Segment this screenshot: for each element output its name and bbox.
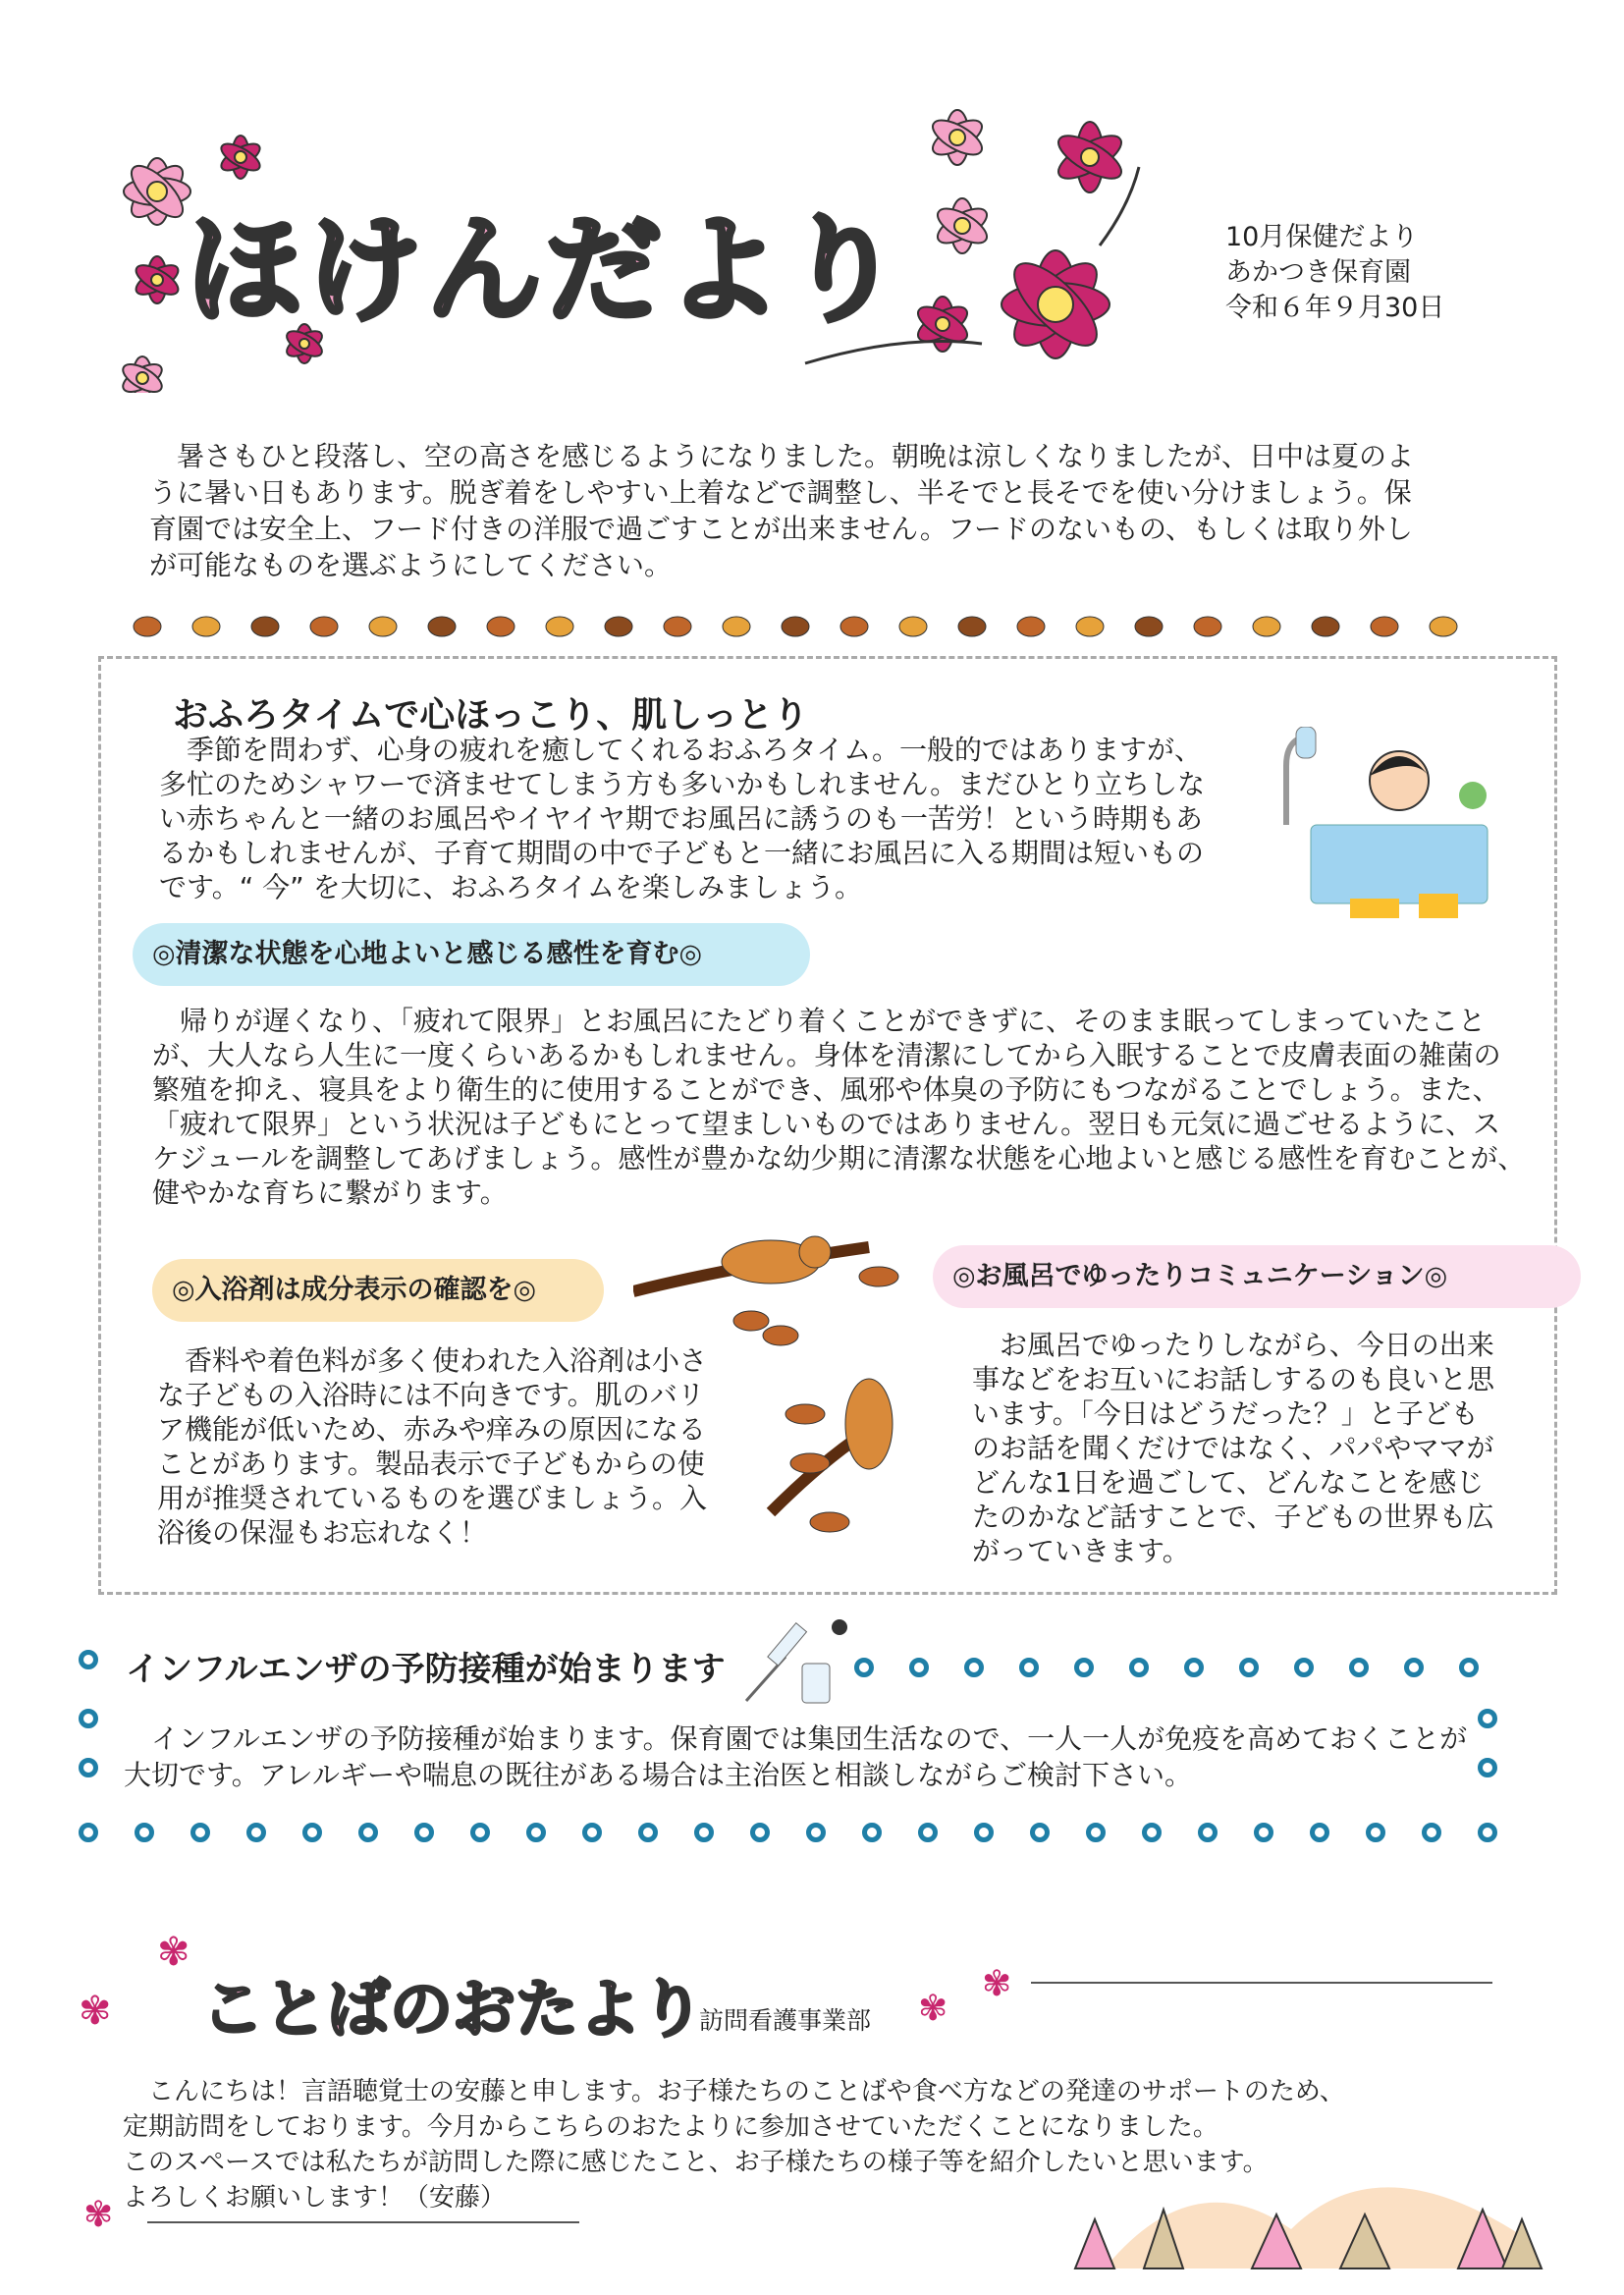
autumn-leaf-icon [251,617,279,636]
autumn-leaf-icon [1312,617,1339,636]
border-dot [1198,1823,1218,1842]
autumn-leaf-icon [664,617,691,636]
border-dot [806,1823,826,1842]
autumn-leaf-icon [546,617,573,636]
border-dot [1478,1758,1497,1777]
border-dot [1478,1709,1497,1728]
kotoba-body: こんにちは！言語聴覚士の安藤と申します。お子様たちのことばや食べ方などの発達のサポートのため、定期訪問をしております。今月からこちらのおたよりに参加させていただくことになりました。 このスペースでは私たちが訪問した際に感じたこと、お子様たちの様子等を紹介したいと思います。 よろしくお願いします！（安藤） [123,2077,1345,2213]
bath-child-illustration [1267,727,1502,933]
flu-body: インフルエンザの予防接種が始まります。保育園では集団生活なので、一人一人が免疫を高めておくことが大切です。アレルギーや喘息の既往がある場合は主治医と相談しながらご検討下さい。 [124,1722,1468,1791]
bath-communication-body: お風呂でゆったりしながら、今日の出来事などをお互いにお話しするのも良いと思います。「今日はどうだった？」と子どものお話を聞くだけではなく、パパやママがどんな1日を過ごして、どんなことを感じたのかなど話すことで、子どもの世界も広がっていきます。 [972,1329,1495,1567]
issue-info [1225,220,1444,326]
dot-border-top [79,1650,118,1689]
border-dot [1129,1658,1149,1677]
border-dot [909,1658,929,1677]
clean-senses-body: 帰りが遅くなり、「疲れて限界」とお風呂にたどり着くことができずに、そのまま眠ってしまっていたことが、大人なら人生に一度くらいあるかもしれません。身体を清潔にしてから入眠することで皮膚表面の雑菌の繁殖を抑え、寝具をより衛生的に使用することができ、風邪や体臭の予防にもつながることでしょう。また、「疲れて限界」という状況は子どもにとって望ましいものではありません。翌日も元気に過ごせるように、スケジュールを調整してあげましょう。感性が豊かな幼少期に清潔な状態を心地よいと感じる感性を育むことが、健やかな育ちに繋がります。 [152,1005,1526,1209]
autumn-leaf-icon [605,617,632,636]
border-dot [79,1823,98,1842]
autumn-leaf-icon [1017,617,1045,636]
syringe-icon [741,1603,859,1711]
border-dot [1349,1658,1369,1677]
border-dot [246,1823,266,1842]
border-dot [1142,1823,1162,1842]
kotoba-title: ことばのおたより [201,1974,704,2047]
autumn-leaf-icon [723,617,750,636]
dot-border [854,1658,1502,1687]
bath-body: 季節を問わず、心身の疲れを癒してくれるおふろタイム。一般的ではありますが、多忙のためシャワーで済ませてしまう方も多いかもしれません。まだひとり立ちしない赤ちゃんと一緒のお風呂やイヤイヤ期でお風呂に誘うのも一苦労！という時期もあるかもしれませんが、子育て期間の中で子どもと一緒にお風呂に入る期間は短いものです。“ 今” を大切に、おふろタイムを楽しみましょう。 [159,734,1206,903]
border-dot [190,1823,210,1842]
border-dot [79,1709,98,1728]
border-dot [1184,1658,1204,1677]
border-dot [1086,1823,1106,1842]
border-dot [1019,1658,1039,1677]
autumn-leaf-icon [1253,617,1280,636]
bath-heading: おふろタイムで心ほっこり、肌しっとり [173,695,809,736]
autumn-leaf-icon [1430,617,1457,636]
border-dot [79,1758,98,1777]
border-dot [964,1658,984,1677]
clean-senses-tag: ◎清潔な状態を心地よいと感じる感性を育む◎ [133,923,810,986]
border-dot [862,1823,882,1842]
kotoba-subtitle: 訪問看護事業部 [699,2006,872,2035]
autumn-leaf-icon [782,617,809,636]
border-dot [358,1823,378,1842]
autumn-leaf-icon [1135,617,1163,636]
autumn-leaf-icon [840,617,868,636]
border-dot [1422,1823,1441,1842]
border-dot [854,1658,874,1677]
border-dot [1366,1823,1385,1842]
dragonfly-icon: ✾ [83,2195,114,2235]
border-dot [470,1823,490,1842]
border-dot [135,1823,154,1842]
dot-border [79,1709,108,1797]
bath-salt-tag: ◎入浴剤は成分表示の確認を◎ [152,1259,604,1322]
bath-salt-body: 香料や着色料が多く使われた入浴剤は小さな子どもの入浴時には不向きです。肌のバリア機能が低いため、赤みや痒みの原因になることがあります。製品表示で子どもからの使用が推奨されているものを選びましょう。入浴後の保湿もお忘れなく！ [157,1344,708,1549]
dot-border [79,1823,1512,1852]
autumn-leaf-icon [134,617,161,636]
page-title: ほけんだより [187,202,906,338]
issue-date: 令和６年９月30日 [1225,293,1445,323]
intro-text: 暑さもひと段落し、空の高さを感じるようになりました。朝晩は涼しくなりましたが、日中は夏のように暑い日もあります。脱ぎ着をしやすい上着などで調整し、半そでと長そでを使い分けましょう。保育園では安全上、フード付きの洋服で過ごすことが出来ません。フードのないもの、もしくは取り外しが可能なものを選ぶようにしてください。 [149,440,1415,581]
border-dot [974,1823,994,1842]
border-dot [302,1823,322,1842]
dragonfly-icon: ✾ [157,1930,190,1975]
border-dot [1404,1658,1424,1677]
dragonfly-icon: ✾ [918,1989,948,2029]
autumn-leaf-border [128,605,1502,648]
dragonfly-icon: ✾ [982,1964,1012,2004]
border-dot [1310,1823,1329,1842]
squirrel-illustration [633,1228,957,1601]
border-dot [1074,1658,1094,1677]
border-dot [1478,1823,1497,1842]
border-dot [414,1823,434,1842]
autumn-leaf-icon [1371,617,1398,636]
border-dot [638,1823,658,1842]
border-dot [1239,1658,1259,1677]
school-name: あかつき保育園 [1225,257,1411,288]
autumn-leaf-icon [369,617,397,636]
autumn-leaf-icon [192,617,220,636]
border-dot [694,1823,714,1842]
header-rule [1031,1982,1492,1984]
dot-border [1478,1709,1507,1797]
flu-heading: インフルエンザの予防接種が始まります [126,1650,726,1689]
footer-rule [147,2221,579,2223]
border-dot [1459,1658,1479,1677]
bath-communication-tag: ◎お風呂でゆったりコミュニケーション◎ [933,1245,1581,1308]
border-dot [1030,1823,1050,1842]
autumn-leaf-icon [428,617,456,636]
border-dot [1254,1823,1273,1842]
border-dot [1294,1658,1314,1677]
autumn-leaf-icon [310,617,338,636]
autumn-leaf-icon [1076,617,1104,636]
border-dot [918,1823,938,1842]
autumn-leaf-icon [899,617,927,636]
border-dot [526,1823,546,1842]
dragonfly-icon: ✾ [79,1989,112,2034]
autumn-leaf-icon [1194,617,1221,636]
border-dot [582,1823,602,1842]
autumn-leaf-icon [958,617,986,636]
issue-month: 10月保健だより [1225,222,1419,252]
border-dot [750,1823,770,1842]
autumn-mountains-illustration [1056,2121,1546,2278]
autumn-leaf-icon [487,617,514,636]
